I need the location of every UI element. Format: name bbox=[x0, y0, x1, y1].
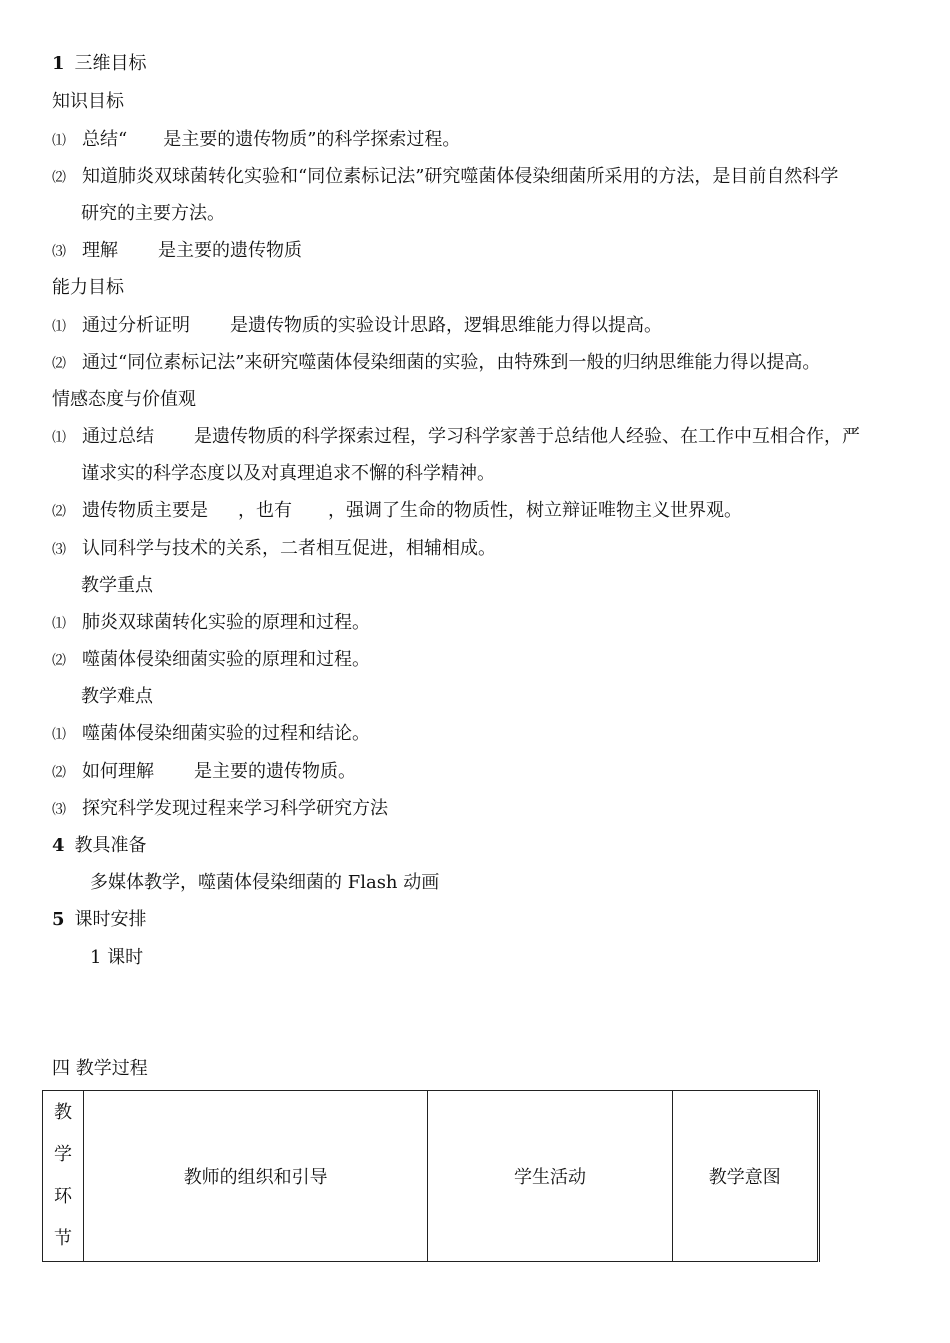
list-item: ⑵ 通过“同位素标记法”来研究噬菌体侵染细菌的实验，由特殊到一般的归纳思维能力得以提高。 bbox=[52, 352, 821, 373]
difficulties-heading: 教学难点 bbox=[81, 686, 153, 707]
section-5-body: 1 课时 bbox=[90, 947, 144, 968]
keypoints-heading: 教学重点 bbox=[81, 575, 153, 596]
list-item: ⑴ 噬菌体侵染细菌实验的过程和结论。 bbox=[52, 723, 370, 744]
section-number: 1 bbox=[52, 53, 65, 74]
table-cell-teacher: 教师的组织和引导 bbox=[83, 1091, 428, 1262]
list-item-continuation: 研究的主要方法。 bbox=[81, 203, 225, 224]
list-item: ⑵ 知道肺炎双球菌转化实验和“同位素标记法”研究噬菌体侵染细菌所采用的方法，是目前自然科学 bbox=[52, 166, 839, 187]
list-item: ⑴ 通过分析证明 是遗传物质的实验设计思路，逻辑思维能力得以提高。 bbox=[52, 315, 662, 336]
table-cell-stage: 教 学 环 节 bbox=[43, 1091, 84, 1262]
section-4-heading bbox=[52, 835, 147, 857]
section-title: 三维目标 bbox=[74, 53, 147, 74]
table-cell-student: 学生活动 bbox=[428, 1091, 672, 1262]
list-item-continuation: 谨求实的科学态度以及对真理追求不懈的科学精神。 bbox=[81, 463, 495, 484]
section-5-heading bbox=[52, 909, 147, 931]
table-cell-intent: 教学意图 bbox=[672, 1091, 818, 1262]
emotion-heading: 情感态度与价值观 bbox=[52, 389, 196, 410]
list-item: ⑵ 遗传物质主要是 ，也有 ，强调了生命的物质性，树立辩证唯物主义世界观。 bbox=[52, 500, 742, 521]
list-item: ⑶ 理解 是主要的遗传物质 bbox=[52, 240, 302, 261]
list-item: ⑴ 总结“ 是主要的遗传物质”的科学探索过程。 bbox=[52, 129, 461, 150]
section-title: 教具准备 bbox=[74, 835, 147, 856]
section-title: 课时安排 bbox=[74, 909, 147, 930]
list-item: ⑵ 如何理解 是主要的遗传物质。 bbox=[52, 761, 356, 782]
section-number: 5 bbox=[52, 909, 65, 930]
list-item: ⑴ 肺炎双球菌转化实验的原理和过程。 bbox=[52, 612, 370, 633]
teaching-process-table bbox=[42, 1090, 820, 1262]
list-item: ⑵ 噬菌体侵染细菌实验的原理和过程。 bbox=[52, 649, 370, 670]
list-item: ⑶ 认同科学与技术的关系，二者相互促进，相辅相成。 bbox=[52, 538, 496, 559]
section-number: 4 bbox=[52, 835, 65, 856]
knowledge-heading: 知识目标 bbox=[52, 91, 124, 112]
list-item: ⑴ 通过总结 是遗传物质的科学探索过程，学习科学家善于总结他人经验、在工作中互相合作，严 bbox=[52, 426, 860, 447]
list-item: ⑶ 探究科学发现过程来学习科学研究方法 bbox=[52, 798, 388, 819]
part-4-title: 四 教学过程 bbox=[52, 1058, 148, 1079]
table-row bbox=[43, 1091, 819, 1262]
ability-heading: 能力目标 bbox=[52, 277, 124, 298]
section-4-body: 多媒体教学，噬菌体侵染细菌的 Flash 动画 bbox=[90, 872, 440, 893]
section-1-heading bbox=[52, 53, 147, 75]
